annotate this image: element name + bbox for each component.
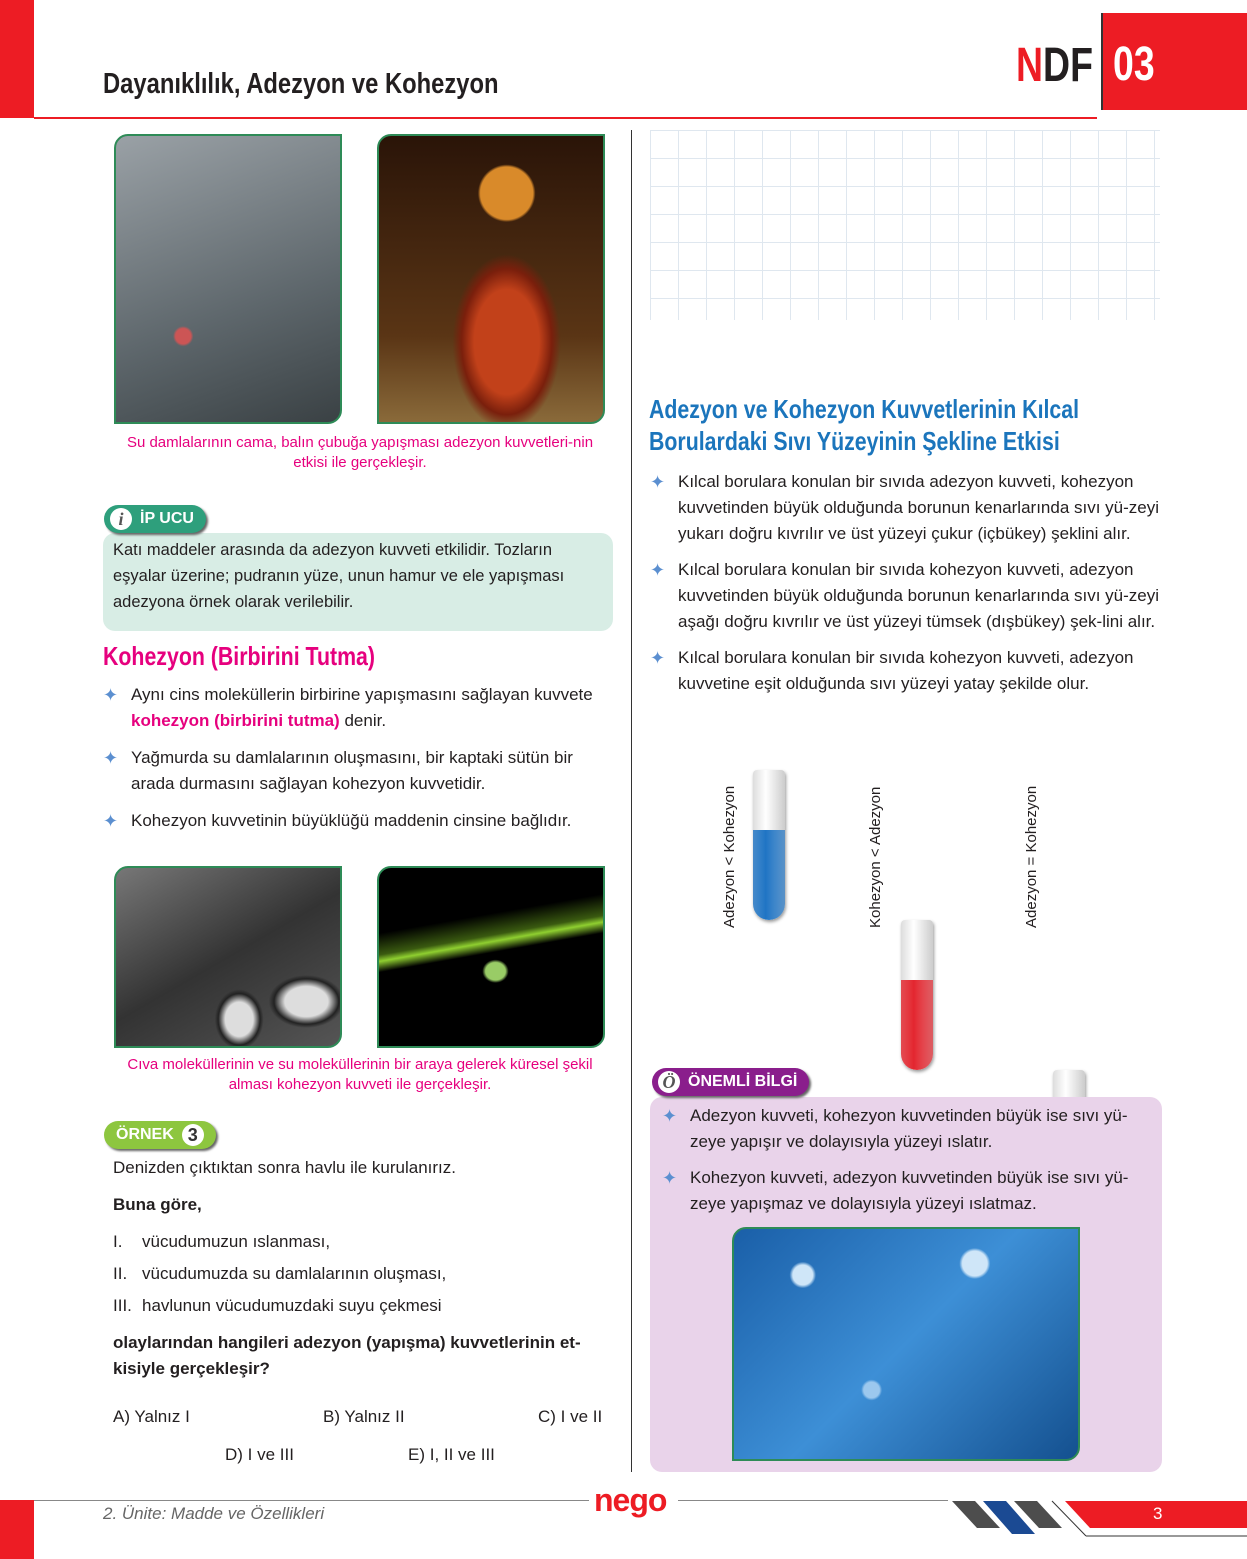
caption-kohezyon: Cıva moleküllerinin ve su moleküllerinin bir araya gelerek küresel şekil alması kohezyon kuvveti ile gerçekleşir. <box>127 1056 593 1093</box>
example-question: olaylarından hangileri adezyon (yapışma) kuvvetlerinin et-kisiyle gerçekleşir? <box>113 1333 581 1378</box>
kohezyon-heading: Kohezyon (Birbirini Tutma) <box>103 641 376 671</box>
text: Kohezyon kuvvetinin büyüklüğü maddenin cinsine bağlıdır. <box>131 811 572 830</box>
star-bullet-icon: ✦ <box>103 748 119 768</box>
ndf-label <box>1016 38 1093 93</box>
info-o-icon: Ö <box>658 1071 680 1093</box>
star-bullet-icon: ✦ <box>650 560 666 580</box>
liquid-fill <box>901 980 933 1070</box>
tube-label: Kohezyon < Adezyon <box>867 786 884 928</box>
tip-box <box>103 533 613 631</box>
list-item <box>662 1165 1157 1217</box>
option-c[interactable]: C) I ve II <box>538 1407 603 1426</box>
numeral: I. <box>113 1232 123 1251</box>
capillary-heading-line2: Borulardaki Sıvı Yüzeyinin Şekline Etkisi <box>649 426 1060 456</box>
example-number: 3 <box>182 1124 204 1146</box>
info-icon: i <box>110 508 132 530</box>
honey-dipper-photo <box>377 134 605 424</box>
example-badge <box>104 1121 216 1149</box>
capillary-tube-blue <box>753 770 785 920</box>
numeral: II. <box>113 1264 128 1283</box>
tip-badge <box>104 505 206 533</box>
text: vücudumuzda su damlalarının oluşması, <box>142 1264 447 1283</box>
example-lead: Buna göre, <box>113 1195 202 1214</box>
unit-number-box <box>1101 13 1247 110</box>
ndf-rest: DF <box>1043 39 1093 92</box>
text: Yağmurda su damlalarının oluşmasını, bir kaptaki sütün bir arada durmasını sağlayan kohezyon kuvvetidir. <box>131 748 573 793</box>
option-a[interactable]: A) Yalnız I <box>113 1407 190 1426</box>
page-number: 3 <box>1153 1504 1163 1523</box>
example-label: ÖRNEK <box>116 1126 174 1143</box>
red-side-bar-bottom <box>0 1500 34 1559</box>
footer-rule <box>678 1500 948 1501</box>
example-intro: Denizden çıktıktan sonra havlu ile kurulanırız. <box>113 1158 457 1177</box>
text: denir. <box>339 711 387 730</box>
red-side-bar <box>0 0 34 118</box>
water-drop-leaf-photo <box>377 866 605 1048</box>
list-item <box>650 469 1165 547</box>
text: Kılcal borulara konulan bir sıvıda adezyon kuvveti, kohezyon kuvvetinden büyük olduğunda borunun kenarlarında sıvı yü-zeyi yukarı doğru kıvrılır ve üst yüzeyi çukur (içbükey) şeklini alır. <box>678 472 1160 543</box>
capillary-tube-red <box>901 920 933 1070</box>
star-bullet-icon: ✦ <box>662 1168 678 1188</box>
list-item <box>103 745 618 797</box>
info-list <box>662 1103 1157 1217</box>
option-d[interactable]: D) I ve III <box>225 1445 294 1464</box>
nego-logo: nego <box>594 1482 667 1518</box>
star-bullet-icon: ✦ <box>103 685 119 705</box>
info-badge <box>652 1068 809 1096</box>
tip-text: Katı maddeler arasında da adezyon kuvveti etkilidir. Tozların eşyalar üzerine; pudranın yüze, unun hamur ve ele yapışması adezyona örnek olarak verilebilir. <box>113 541 565 611</box>
text: Aynı cins moleküllerin birbirine yapışmasını sağlayan kuvvete <box>131 685 593 704</box>
numeral: III. <box>113 1296 132 1315</box>
list-item <box>103 682 618 734</box>
highlight-term: kohezyon (birbirini tutma) <box>131 711 340 730</box>
water-repellent-fabric-photo <box>732 1227 1080 1461</box>
footer-rule <box>34 1500 589 1501</box>
unit-number: 03 <box>1113 38 1155 91</box>
tip-label: İP UCU <box>140 510 194 527</box>
ndf-n: N <box>1016 39 1044 92</box>
liquid-fill <box>753 830 785 920</box>
tube-label: Adezyon < Kohezyon <box>721 785 738 928</box>
rain-window-photo <box>114 134 342 424</box>
grid-area <box>650 130 1160 320</box>
statement <box>113 1229 608 1255</box>
text: Adezyon kuvveti, kohezyon kuvvetinden büyük ise sıvı yü-zeye yapışır ve dolayısıyla yüzeyi ıslatır. <box>690 1106 1128 1151</box>
text: Kılcal borulara konulan bir sıvıda kohezyon kuvveti, adezyon kuvvetinden büyük olduğunda borunun kenarlarında sıvı yü-zeyi aşağı doğru kıvrılır ve üst yüzeyi tümsek (dışbükey) şek-lini alır. <box>678 560 1160 631</box>
info-label: ÖNEMLİ BİLGİ <box>688 1073 798 1090</box>
star-bullet-icon: ✦ <box>650 648 666 668</box>
list-item <box>103 808 618 834</box>
list-item <box>650 645 1165 697</box>
star-bullet-icon: ✦ <box>662 1106 678 1126</box>
option-b[interactable]: B) Yalnız II <box>323 1407 405 1426</box>
header-rule <box>34 117 1097 119</box>
list-item <box>662 1103 1157 1155</box>
text: Kohezyon kuvveti, adezyon kuvvetinden büyük ise sıvı yü-zeye yapışmaz ve dolayısıyla yüzeyi ıslatmaz. <box>690 1168 1129 1213</box>
unit-name: 2. Ünite: Madde ve Özellikleri <box>103 1504 325 1523</box>
statement <box>113 1293 608 1319</box>
page-title: Dayanıklılık, Adezyon ve Kohezyon <box>103 68 499 100</box>
list-item <box>650 557 1165 635</box>
info-box <box>650 1097 1162 1472</box>
tube-label: Adezyon = Kohezyon <box>1023 785 1040 928</box>
option-e[interactable]: E) I, II ve III <box>408 1445 495 1464</box>
statement <box>113 1261 608 1287</box>
mercury-drops-photo <box>114 866 342 1048</box>
star-bullet-icon: ✦ <box>650 472 666 492</box>
kohezyon-list <box>103 682 618 834</box>
capillary-heading-line1: Adezyon ve Kohezyon Kuvvetlerinin Kılcal <box>649 394 1080 424</box>
text: havlunun vücudumuzdaki suyu çekmesi <box>142 1296 442 1315</box>
text: Kılcal borulara konulan bir sıvıda kohezyon kuvveti, adezyon kuvvetine eşit olduğunda sıvı yüzeyi yatay şekilde olur. <box>678 648 1134 693</box>
footer-stripes <box>950 1498 1247 1540</box>
text: vücudumuzun ıslanması, <box>142 1232 331 1251</box>
star-bullet-icon: ✦ <box>103 811 119 831</box>
column-divider <box>631 130 632 1472</box>
capillary-list <box>650 469 1165 697</box>
caption-adezyon: Su damlalarının cama, balın çubuğa yapışması adezyon kuvvetleri-nin etkisi ile gerçekleşir. <box>126 434 594 471</box>
example-body <box>113 1155 608 1382</box>
